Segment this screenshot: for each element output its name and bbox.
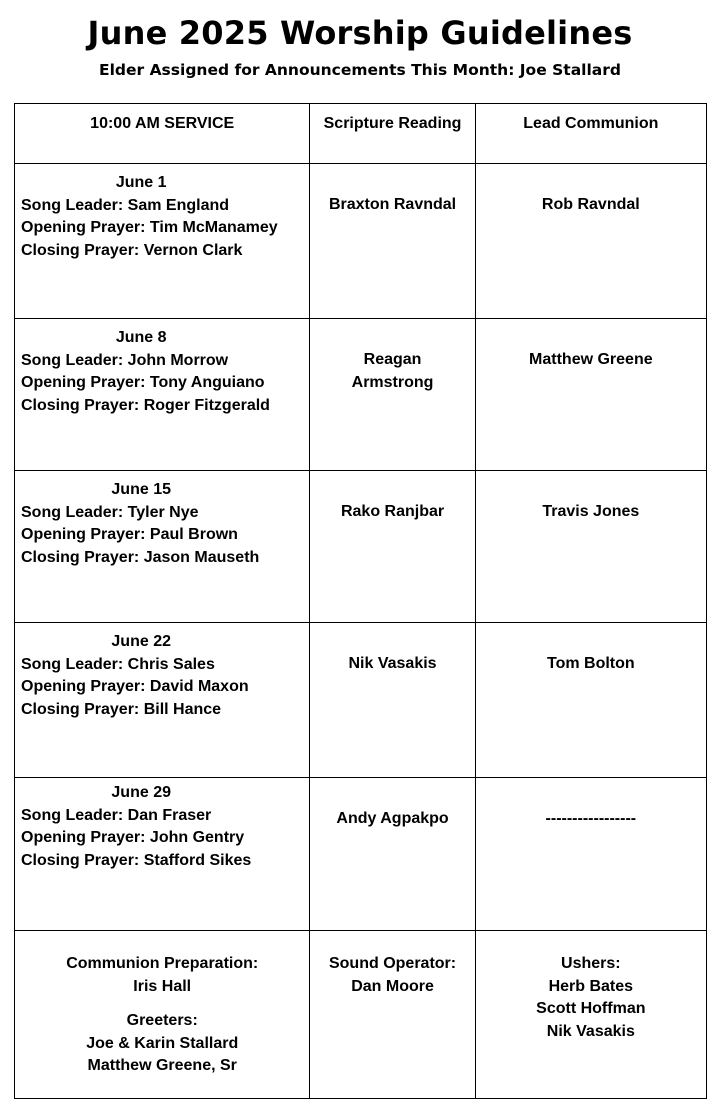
communion-leader: -----------------: [545, 810, 637, 827]
service-cell: [15, 471, 310, 623]
table-row: [15, 164, 707, 319]
closing-prayer: Closing Prayer: Stafford Sikes: [21, 851, 252, 869]
opening-prayer: Opening Prayer: Tony Anguiano: [21, 374, 265, 391]
scripture-reader: Andy Agpakpo: [336, 810, 449, 827]
communion-cell: [475, 164, 706, 319]
greeter-name: Matthew Greene, Sr: [87, 1057, 237, 1074]
closing-prayer: Closing Prayer: Bill Hance: [21, 700, 222, 718]
scripture-cell: [310, 319, 475, 471]
page-subtitle: Elder Assigned for Announcements This Month: Joe Stallard: [99, 61, 621, 79]
closing-prayer: Closing Prayer: Vernon Clark: [21, 241, 243, 259]
communion-cell: [475, 471, 706, 623]
header-cell-communion: Lead Communion: [475, 104, 706, 164]
table-row: [15, 471, 707, 623]
greeter-name: Joe & Karin Stallard: [86, 1034, 239, 1052]
sound-cell: [310, 931, 475, 1099]
service-date: June 8: [115, 329, 167, 346]
scripture-cell: [310, 471, 475, 623]
scripture-cell: [310, 778, 475, 931]
communion-cell: [475, 778, 706, 931]
usher-name: Herb Bates: [548, 977, 634, 995]
sound-name: Dan Moore: [351, 977, 434, 995]
communion-leader: Rob Ravndal: [541, 196, 640, 213]
scripture-cell: [310, 164, 475, 319]
schedule-table: [14, 103, 707, 1099]
communion-leader: Travis Jones: [542, 503, 640, 520]
opening-prayer: Opening Prayer: Tim McManamey: [21, 219, 278, 236]
song-leader: Song Leader: Dan Fraser: [21, 806, 212, 824]
opening-prayer: Opening Prayer: David Maxon: [21, 678, 249, 695]
header-cell-service: 10:00 AM SERVICE: [15, 104, 310, 164]
ushers-label: Ushers:: [561, 955, 621, 972]
service-cell: [15, 623, 310, 778]
service-cell: [15, 319, 310, 471]
prep-greeters-cell: [15, 931, 310, 1099]
usher-name: Scott Hoffman: [536, 1000, 646, 1017]
service-date: June 22: [111, 633, 171, 650]
table-row: [15, 778, 707, 931]
communion-leader: Matthew Greene: [529, 351, 653, 368]
greeters-label: Greeters:: [126, 1012, 198, 1029]
opening-prayer: Opening Prayer: John Gentry: [21, 829, 245, 846]
page-title: June 2025 Worship Guidelines: [87, 14, 633, 52]
header-row: [15, 104, 707, 164]
scripture-reader: Braxton Ravndal: [328, 196, 457, 213]
communion-prep-label: Communion Preparation:: [66, 955, 259, 972]
communion-prep-name: Iris Hall: [133, 977, 192, 995]
usher-name: Nik Vasakis: [546, 1022, 635, 1040]
footer-row: [15, 931, 707, 1099]
scripture-reader: Nik Vasakis: [348, 655, 437, 672]
communion-cell: [475, 319, 706, 471]
opening-prayer: Opening Prayer: Paul Brown: [21, 526, 238, 543]
communion-cell: [475, 623, 706, 778]
communion-leader: Tom Bolton: [546, 655, 635, 672]
service-date: June 15: [111, 481, 171, 498]
song-leader: Song Leader: Chris Sales: [21, 655, 215, 673]
song-leader: Song Leader: John Morrow: [21, 351, 229, 369]
song-leader: Song Leader: Tyler Nye: [21, 503, 199, 521]
closing-prayer: Closing Prayer: Roger Fitzgerald: [21, 396, 270, 414]
closing-prayer: Closing Prayer: Jason Mauseth: [21, 548, 260, 566]
spacer: [15, 998, 309, 1010]
sound-label: Sound Operator:: [328, 955, 457, 972]
scripture-reader: Reagan: [363, 351, 422, 368]
service-cell: [15, 164, 310, 319]
header-cell-scripture: Scripture Reading: [310, 104, 475, 164]
scripture-reader: Rako Ranjbar: [340, 503, 445, 520]
service-cell: [15, 778, 310, 931]
table-row: [15, 319, 707, 471]
scripture-cell: [310, 623, 475, 778]
table-row: [15, 623, 707, 778]
song-leader: Song Leader: Sam England: [21, 196, 230, 214]
ushers-cell: [475, 931, 706, 1099]
scripture-reader-line2: Armstrong: [351, 373, 434, 391]
service-date: June 1: [115, 174, 167, 191]
service-date: June 29: [111, 784, 171, 801]
